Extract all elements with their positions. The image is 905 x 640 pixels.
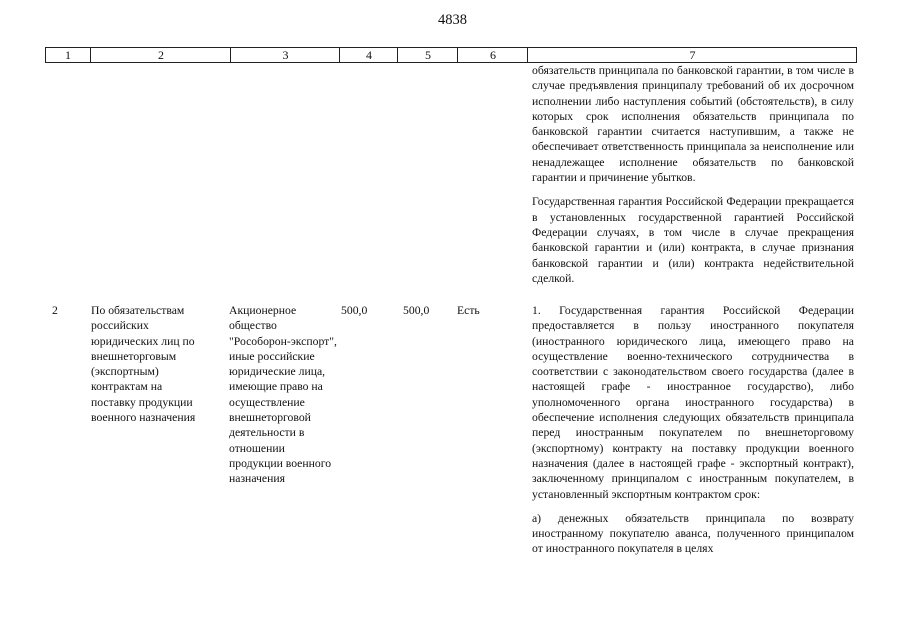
column-header-1: 1 [65, 48, 71, 62]
column-header-4: 4 [339, 48, 398, 62]
page-number: 4838 [438, 12, 467, 28]
row-number-cell: 2 [52, 304, 58, 317]
continuation-cell-column-7 [532, 63, 854, 286]
column-header-7: 7 [527, 48, 857, 62]
table-header-row [45, 47, 857, 63]
continuation-paragraph: Государственная гарантия Российской Федерации прекращается в установленных государственной гарантией Российской Федерации случаях, в том числе в случае прекращения банковской гарантии и (или) контракта, в случае признания банковской гарантии и (или) контракта недействительной сделкой. [532, 195, 854, 285]
amount-total-cell: 500,0 [341, 304, 368, 317]
column-header-5: 5 [397, 48, 458, 62]
column-header-6: 6 [457, 48, 528, 62]
condition-paragraph: а) денежных обязательств принципала по возврату иностранному покупателю аванса, полученного принципалом от иностранного покупателя в целях [532, 511, 854, 556]
column-header-2: 2 [90, 48, 231, 62]
column-header-3: 3 [230, 48, 340, 62]
purpose-cell: По обязательствам российских юридических лиц по внешнеторговым (экспортным) контрактам на поставку продукции военного назначения [91, 304, 196, 425]
conditions-cell [532, 303, 854, 557]
principal-cell: Акционерное общество "Рособорон-экспорт", иные российские юридические лица, имеющие право на осуществление внешнеторговой деятельности в отношении продукции военного назначения [229, 304, 337, 486]
amount-year-cell: 500,0 [403, 304, 430, 317]
condition-paragraph: 1. Государственная гарантия Российской Федерации предоставляется в пользу иностранного покупателя (иностранного юридического лица, имеющего право на осуществление военно-технического сотрудничества в соответствии с законодательством своего государства (далее в настоящей графе - иностранное государство), либо уполномоченного органа иностранного государства) в обеспечение исполнения следующих обязательств принципала перед иностранным покупателем по внешнеторговому (экспортному) контракту на поставку продукции военного назначения (далее в настоящей графе - экспортный контракт), заключенному принципалом с иностранным покупателем, в установленный экспортным контрактом срок: [532, 304, 854, 501]
continuation-paragraph: обязательств принципала по банковской гарантии, в том числе в случае предъявления принципалу требований об их досрочном исполнении либо наступления событий (обстоятельств), в силу которых срок исполнения обязательств принципала по банковской гарантии считается наступившим, а также не обеспечивает ответственность принципала за неисполнение или ненадлежащее исполнение обязательств по банковской гарантии и причинение убытков. [532, 64, 854, 185]
regress-cell: Есть [457, 304, 480, 317]
